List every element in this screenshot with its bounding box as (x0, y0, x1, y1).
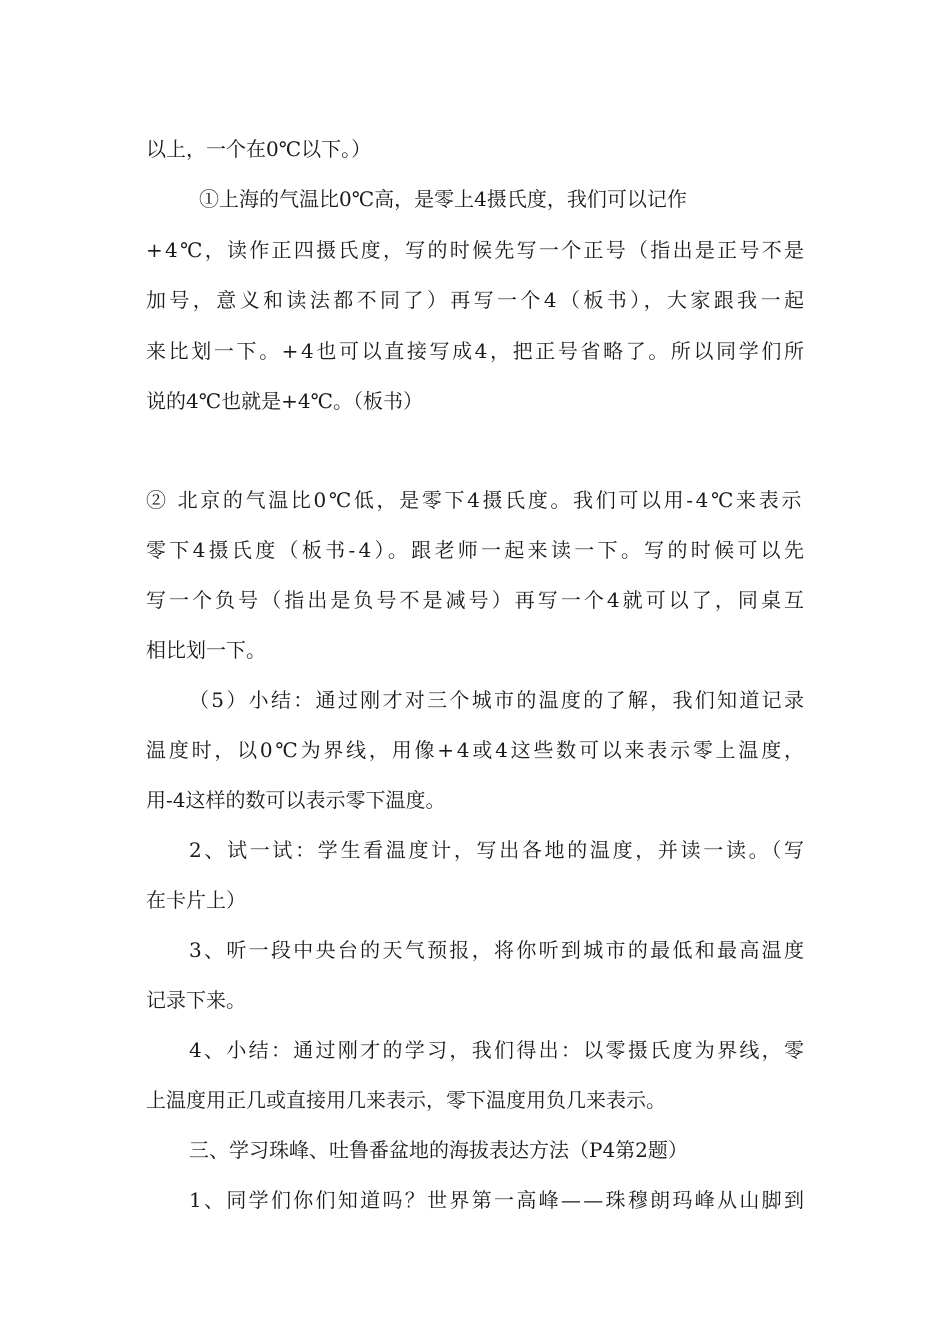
text-line: 来比划一下。+4也可以直接写成4，把正号省略了。所以同学们所 (146, 339, 807, 363)
text-line: 以上，一个在0℃以下。） (146, 137, 372, 161)
text-line: ①上海的气温比0℃高，是零上4摄氏度，我们可以记作 (199, 187, 687, 211)
text-line: 说的4℃也就是+4℃。（板书） (146, 389, 423, 413)
text-line: 三、学习珠峰、吐鲁番盆地的海拔表达方法（P4第2题） (189, 1138, 688, 1162)
text-line: 零下4摄氏度（板书-4）。跟老师一起来读一下。写的时候可以先 (146, 538, 808, 562)
text-line: 写一个负号（指出是负号不是减号）再写一个4就可以了，同桌互 (146, 588, 808, 612)
text-line: ② 北京的气温比0℃低，是零下4摄氏度。我们可以用-4℃来表示 (146, 488, 804, 512)
text-line: 1、同学们你们知道吗？世界第一高峰——珠穆朗玛峰从山脚到 (189, 1188, 807, 1212)
text-line: 2、试一试：学生看温度计，写出各地的温度，并读一读。（写 (189, 838, 807, 862)
text-line: 在卡片上） (146, 888, 246, 912)
text-line: 用-4这样的数可以表示零下温度。 (146, 788, 446, 812)
text-line: 加号，意义和读法都不同了）再写一个4（板书），大家跟我一起 (146, 288, 808, 312)
text-line: 上温度用正几或直接用几来表示，零下温度用负几来表示。 (146, 1088, 666, 1112)
text-line: 3、听一段中央台的天气预报，将你听到城市的最低和最高温度 (189, 938, 807, 962)
text-line: 记录下来。 (146, 988, 246, 1012)
text-line: 相比划一下。 (146, 638, 266, 662)
text-line: 温度时，以0℃为界线，用像+4或4这些数可以来表示零上温度， (146, 738, 807, 762)
text-line: +4℃，读作正四摄氏度，写的时候先写一个正号（指出是正号不是 (146, 238, 807, 262)
text-line: 4、小结：通过刚才的学习，我们得出：以零摄氏度为界线，零 (189, 1038, 807, 1062)
text-line: （5）小结：通过刚才对三个城市的温度的了解，我们知道记录 (189, 688, 807, 712)
